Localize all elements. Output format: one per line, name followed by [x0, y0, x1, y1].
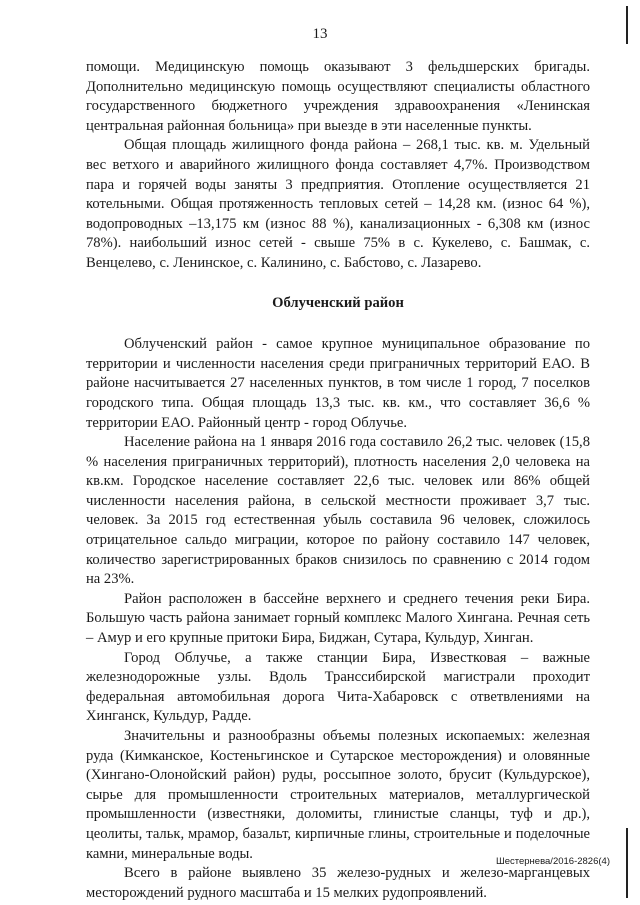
- page-number: 13: [312, 26, 328, 42]
- paragraph-housing: Общая площадь жилищного фонда района – 268,1 тыс. кв. м. Удельный вес ветхого и аварийного жилищного фонда составляет 4,7%. Производством пара и горячей воды заняты 3 предприятия. Отопление осуществляется 21 котельными. Общая протяженность тепловых сетей – 14,28 км. (износ 64 %), водопроводных –13,175 км (износ 88 %), канализационных - 6,308 км (износ 78%). наибольший износ сетей - свыше 75% в с. Кукелево, с. Башмак, с. Венцелево, с. Ленинское, с. Калинино, с. Бабстово, с. Лазарево.: [86, 137, 590, 271]
- paragraph-continuation: помощи. Медицинскую помощь оказывают 3 фельдшерских бригады. Дополнительно медицинскую помощь осуществляют специалисты областного государственного бюджетного учреждения здравоохранения «Ленинская центральная районная больница» при выезде в эти населенные пункты.: [86, 59, 590, 134]
- scan-edge-mark-bottom: [626, 828, 628, 898]
- paragraph-minerals: Значительны и разнообразны объемы полезных ископаемых: железная руда (Кимканское, Костеньгинское и Сутарское месторождения) и оловянные (Хингано-Олонойский район) руды, россыпное золото, брусит (Кульдурское), сырье для промышленности строительных материалов, металлургической промышленности (известняки, доломиты, глинистые сланцы, туф и др.), цеолиты, тальк, мрамор, базальт, кирпичные глины, строительные и поделочные камни, минеральные воды.: [86, 728, 590, 862]
- scan-edge-mark-top: [626, 6, 628, 44]
- document-body: [86, 58, 590, 903]
- paragraph-deposits: Всего в районе выявлено 35 железо-рудных и железо-марганцевых месторождений рудного масштаба и 15 мелких рудопроявлений.: [86, 865, 590, 901]
- paragraph-transport: Город Облучье, а также станции Бира, Известковая – важные железнодорожные узлы. Вдоль Транссибирской магистрали проходит федеральная автомобильная дорога Чита-Хабаровск с ответвлениями на Хинганск, Кульдур, Радде.: [86, 649, 590, 725]
- paragraph-district-overview: Облученский район - самое крупное муниципальное образование по территории и численности населения среди приграничных территорий ЕАО. В районе насчитывается 27 населенных пунктов, в том числе 1 город, 7 поселков городского типа. Общая площадь 13,3 тыс. кв. км., что составляет 36,6 % территории ЕАО. Районный центр - город Облучье.: [86, 336, 590, 431]
- section-heading: Облученский район: [272, 294, 404, 311]
- paragraph-geography: Район расположен в бассейне верхнего и среднего течения реки Бира. Большую часть района занимает горный комплекс Малого Хингана. Речная сеть – Амур и его крупные притоки Бира, Биджан, Сутара, Кульдур, Хинган.: [86, 590, 590, 647]
- paragraph-population: Население района на 1 января 2016 года составило 26,2 тыс. человек (15,8 % населения приграничных территорий), плотность населения 2,0 человека на кв.км. Городское население составляет 22,6 тыс. человек или 86% общей численности населения района, в сельской местности проживает 3,7 тыс. человек. За 2015 год естественная убыль составила 96 человек, сложилось отрицательное сальдо миграции, которое по району составило 147 человек, количество зарегистрированных браков снизилось по сравнению с 2014 годом на 23%.: [86, 434, 590, 588]
- footer-reference: Шестернева/2016-2826(4): [496, 856, 610, 867]
